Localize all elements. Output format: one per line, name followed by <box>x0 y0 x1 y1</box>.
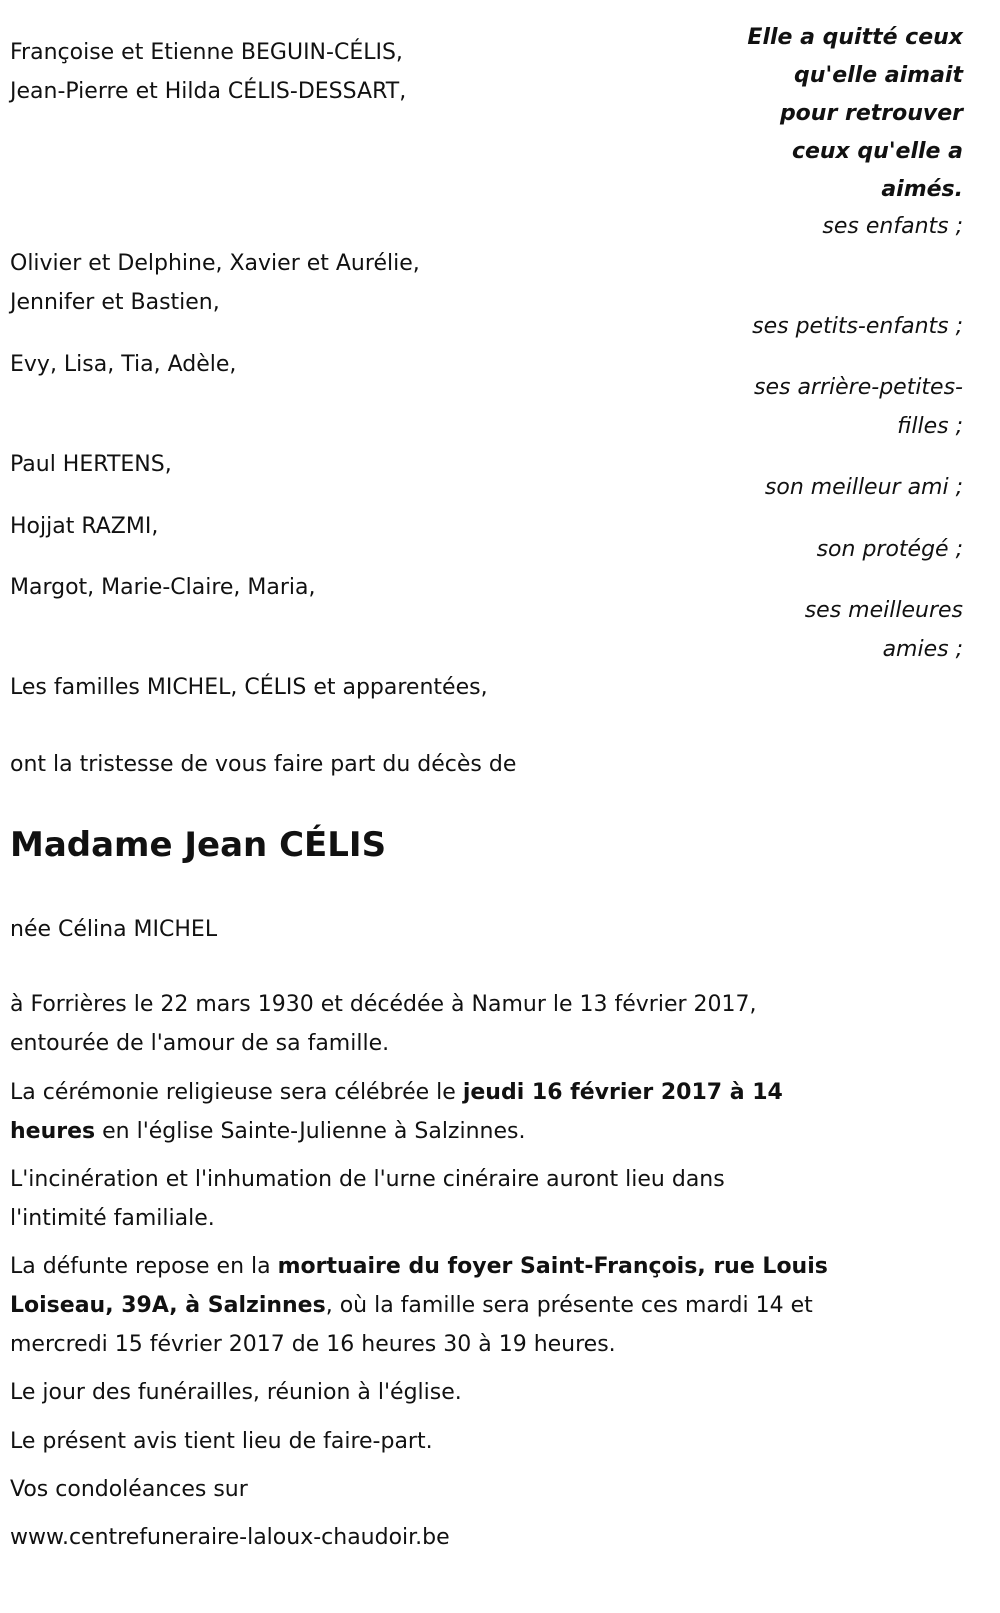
quote-line: Elle a quitté ceux <box>747 25 963 50</box>
announce: ont la tristesse de vous faire part du décès de <box>10 752 517 777</box>
text: , où la famille sera présente ces mardi 14 et <box>325 1293 813 1318</box>
mortuary-address: Loiseau, 39A, à Salzinnes <box>10 1293 326 1318</box>
dates-line: entourée de l'amour de sa famille. <box>10 1031 390 1056</box>
cremation-line: l'intimité familiale. <box>10 1206 215 1231</box>
children-line: Françoise et Etienne BEGUIN-CÉLIS, <box>10 40 403 65</box>
protege: Hojjat RAZMI, <box>10 514 159 539</box>
friends: Margot, Marie-Claire, Maria, <box>10 575 316 600</box>
role-protege: son protégé ; <box>816 537 963 562</box>
condolences: Vos condoléances sur <box>10 1477 248 1502</box>
grandchildren-line: Jennifer et Bastien, <box>10 290 220 315</box>
quote-line: qu'elle aimait <box>794 63 963 88</box>
rest-line <box>10 1291 813 1321</box>
families: Les familles MICHEL, CÉLIS et apparentées, <box>10 675 488 700</box>
funeral: Le jour des funérailles, réunion à l'église. <box>10 1380 462 1405</box>
quote-line: aimés. <box>881 177 963 202</box>
dates-line: à Forrières le 22 mars 1930 et décédée à Namur le 13 février 2017, <box>10 992 757 1017</box>
deceased-name: Madame Jean CÉLIS <box>10 825 387 865</box>
text: en l'église Sainte-Julienne à Salzinnes. <box>95 1119 526 1144</box>
role-children: ses enfants ; <box>822 214 963 239</box>
role-great-grandchildren: filles ; <box>897 414 963 439</box>
mortuary: mortuaire du foyer Saint-François, rue Louis <box>277 1254 828 1279</box>
cremation-line: L'incinération et l'inhumation de l'urne cinéraire auront lieu dans <box>10 1167 725 1192</box>
role-great-grandchildren: ses arrière-petites- <box>754 375 963 400</box>
quote-line: ceux qu'elle a <box>791 139 963 164</box>
ceremony-line <box>10 1078 783 1108</box>
role-friends: ses meilleures <box>804 598 963 623</box>
ceremony-date: jeudi 16 février 2017 à 14 <box>462 1080 783 1105</box>
great-grandchildren: Evy, Lisa, Tia, Adèle, <box>10 352 237 377</box>
children-line: Jean-Pierre et Hilda CÉLIS-DESSART, <box>10 79 407 104</box>
role-best-friend: son meilleur ami ; <box>764 475 963 500</box>
notice: Le présent avis tient lieu de faire-part. <box>10 1429 433 1454</box>
ceremony-line <box>10 1117 525 1147</box>
text: La défunte repose en la <box>10 1254 278 1279</box>
quote-line: pour retrouver <box>779 101 963 126</box>
best-friend: Paul HERTENS, <box>10 452 172 477</box>
rest-line: mercredi 15 février 2017 de 16 heures 30 à 19 heures. <box>10 1332 616 1357</box>
born-name: née Célina MICHEL <box>10 917 218 942</box>
rest-line <box>10 1252 828 1282</box>
text: La cérémonie religieuse sera célébrée le <box>10 1080 463 1105</box>
grandchildren-line: Olivier et Delphine, Xavier et Aurélie, <box>10 251 420 276</box>
ceremony-time: heures <box>10 1119 96 1144</box>
role-grandchildren: ses petits-enfants ; <box>752 314 963 339</box>
website-link[interactable]: www.centrefuneraire-laloux-chaudoir.be <box>10 1525 450 1550</box>
role-friends: amies ; <box>882 637 963 662</box>
